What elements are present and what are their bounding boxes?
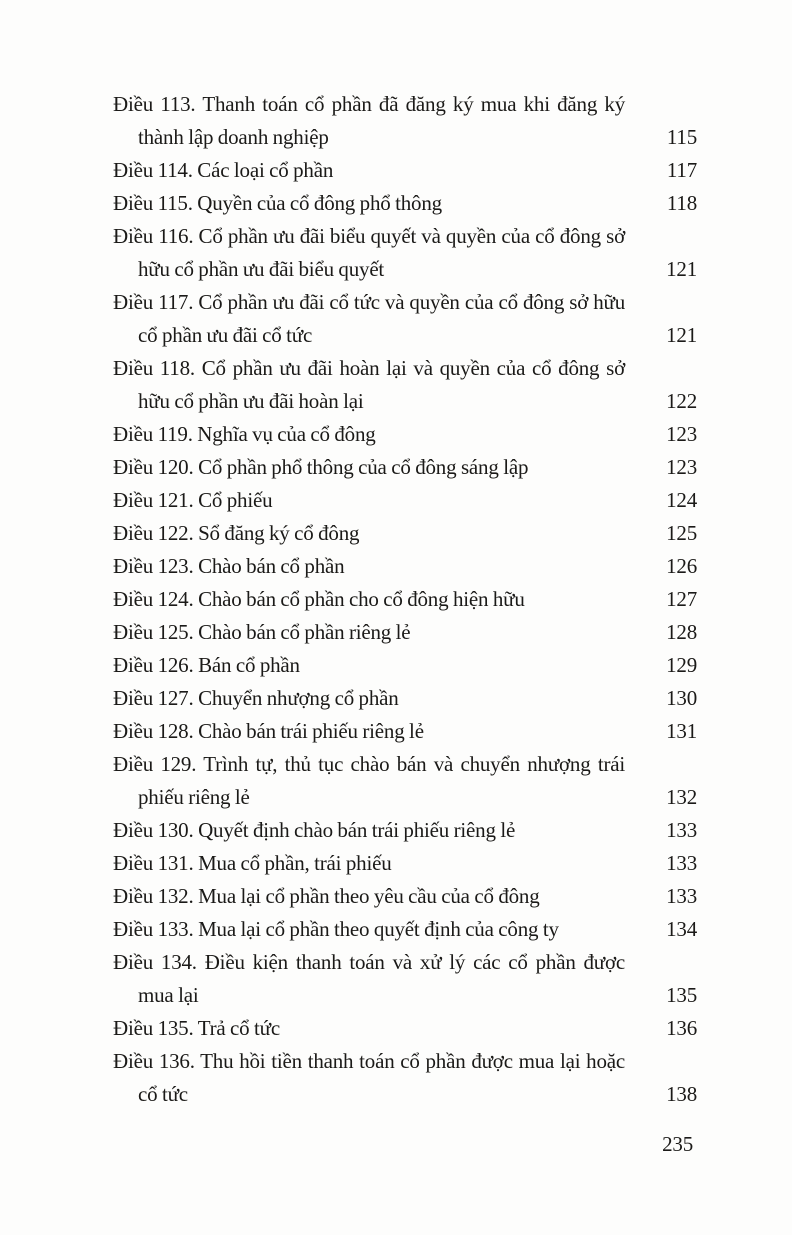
toc-entry	[113, 352, 697, 418]
toc-entry-page-number: 134	[666, 917, 697, 941]
toc-entry	[113, 616, 697, 649]
toc-entry	[113, 154, 697, 187]
toc-entry-title: Điều 122. Sổ đăng ký cổ đông	[113, 521, 360, 545]
toc-entry	[113, 484, 697, 517]
toc-entry	[113, 649, 697, 682]
toc-entry-title: Điều 116. Cổ phần ưu đãi biểu quyết và quyền của cổ đông sở hữu cổ phần ưu đãi biểu quyết	[113, 224, 625, 281]
toc-entry-page-number: 133	[666, 818, 697, 842]
toc-entry-title: Điều 125. Chào bán cổ phần riêng lẻ	[113, 620, 411, 644]
toc-entry	[113, 286, 697, 352]
toc-entry-page-number: 136	[666, 1016, 697, 1040]
toc-entry	[113, 187, 697, 220]
toc-entry-title: Điều 133. Mua lại cổ phần theo quyết định của công ty	[113, 917, 559, 941]
toc-entry-page-number: 138	[666, 1082, 697, 1106]
toc-entry-title: Điều 129. Trình tự, thủ tục chào bán và chuyển nhượng trái phiếu riêng lẻ	[113, 752, 625, 809]
toc-entry-title: Điều 115. Quyền của cổ đông phổ thông	[113, 191, 442, 215]
toc-entry-title: Điều 124. Chào bán cổ phần cho cổ đông hiện hữu	[113, 587, 525, 611]
toc-entry-title: Điều 135. Trả cổ tức	[113, 1016, 280, 1040]
toc-entry-page-number: 127	[666, 587, 697, 611]
toc-entry	[113, 1012, 697, 1045]
toc-entry-page-number: 128	[666, 620, 697, 644]
toc-entry-title: Điều 114. Các loại cổ phần	[113, 158, 334, 182]
toc-entry-page-number: 117	[666, 158, 697, 182]
toc-entry-page-number: 122	[666, 389, 697, 413]
toc-entry-title: Điều 132. Mua lại cổ phần theo yêu cầu của cổ đông	[113, 884, 540, 908]
toc-entry-page-number: 123	[666, 422, 697, 446]
toc-entry-page-number: 124	[666, 488, 697, 512]
toc-entry	[113, 682, 697, 715]
toc-entry	[113, 517, 697, 550]
page-number: 235	[662, 1132, 693, 1156]
toc-entry	[113, 847, 697, 880]
toc-entry-title: Điều 134. Điều kiện thanh toán và xử lý các cổ phần được mua lại	[113, 950, 625, 1007]
toc-entry-page-number: 125	[666, 521, 697, 545]
toc-entry-page-number: 130	[666, 686, 697, 710]
toc-entry-page-number: 115	[666, 125, 697, 149]
toc-entry-title: Điều 113. Thanh toán cổ phần đã đăng ký mua khi đăng ký thành lập doanh nghiệp	[113, 92, 625, 149]
toc-entry-title: Điều 131. Mua cổ phần, trái phiếu	[113, 851, 392, 875]
toc-entry-title: Điều 118. Cổ phần ưu đãi hoàn lại và quyền của cổ đông sở hữu cổ phần ưu đãi hoàn lại	[113, 356, 625, 413]
toc-entry-page-number: 123	[666, 455, 697, 479]
toc-entry	[113, 715, 697, 748]
toc-entry-title: Điều 128. Chào bán trái phiếu riêng lẻ	[113, 719, 424, 743]
toc-entry-page-number: 133	[666, 851, 697, 875]
toc-entry-title: Điều 119. Nghĩa vụ của cổ đông	[113, 422, 376, 446]
toc-entry-page-number: 121	[666, 257, 697, 281]
toc-entry	[113, 220, 697, 286]
toc-entry-page-number: 129	[666, 653, 697, 677]
toc-entry-page-number: 126	[666, 554, 697, 578]
toc-entry-title: Điều 123. Chào bán cổ phần	[113, 554, 345, 578]
toc-entry	[113, 418, 697, 451]
toc-entry-page-number: 121	[666, 323, 697, 347]
toc-entry	[113, 814, 697, 847]
toc-entry	[113, 880, 697, 913]
toc-entry-title: Điều 117. Cổ phần ưu đãi cổ tức và quyền của cổ đông sở hữu cổ phần ưu đãi cổ tức	[113, 290, 625, 347]
toc-entry	[113, 88, 697, 154]
toc-entry	[113, 748, 697, 814]
toc-entry-title: Điều 130. Quyết định chào bán trái phiếu riêng lẻ	[113, 818, 516, 842]
toc-entry	[113, 451, 697, 484]
toc-entry	[113, 913, 697, 946]
toc-entry	[113, 1045, 697, 1111]
toc-entry	[113, 550, 697, 583]
toc-entry	[113, 946, 697, 1012]
toc-entry-title: Điều 127. Chuyển nhượng cổ phần	[113, 686, 399, 710]
toc-entry-title: Điều 126. Bán cổ phần	[113, 653, 300, 677]
toc-entry-title: Điều 121. Cổ phiếu	[113, 488, 273, 512]
toc-entry-page-number: 118	[666, 191, 697, 215]
toc-entry-title: Điều 120. Cổ phần phổ thông của cổ đông sáng lập	[113, 455, 529, 479]
toc-entry-page-number: 135	[666, 983, 697, 1007]
toc-entry	[113, 583, 697, 616]
toc-entry-page-number: 132	[666, 785, 697, 809]
toc-entry-page-number: 133	[666, 884, 697, 908]
toc-list	[113, 88, 697, 1111]
toc-entry-title: Điều 136. Thu hồi tiền thanh toán cổ phần được mua lại hoặc cổ tức	[113, 1049, 625, 1106]
toc-entry-page-number: 131	[666, 719, 697, 743]
